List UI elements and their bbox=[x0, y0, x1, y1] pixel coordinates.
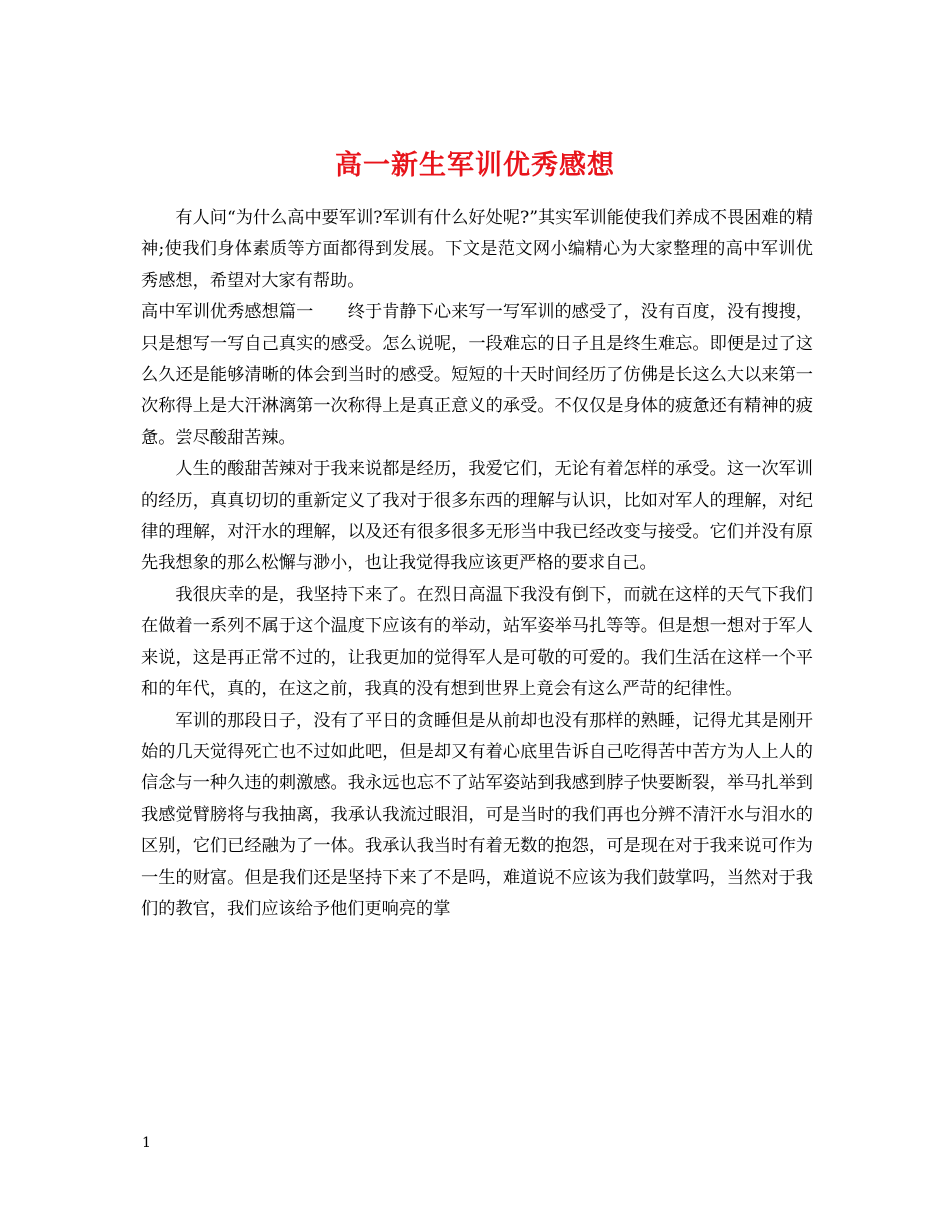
document-body bbox=[141, 203, 813, 925]
section-heading: 高中军训优秀感想篇一 bbox=[141, 302, 314, 323]
paragraph-three: 我很庆幸的是，我坚持下来了。在烈日高温下我没有倒下，而就在这样的天气下我们在做着一系列不属于这个温度下应该有的举动，站军姿举马扎等等。但是想一想对于军人来说，这是再正常不过的，让我更加的觉得军人是可敬的可爱的。我们生活在这样一个平和的年代，真的，在这之前，我真的没有想到世界上竟会有这么严苛的纪律性。 bbox=[141, 584, 813, 700]
section-one-paragraph bbox=[141, 297, 813, 454]
section-one-text: 终于肯静下心来写一写军训的感受了，没有百度，没有搜搜，只是想写一写自己真实的感受。怎么说呢，一段难忘的日子且是终生难忘。即便是过了这么久还是能够清晰的体会到当时的感受。短短的十天时间经历了仿佛是长这么大以来第一次称得上是大汗淋漓第一次称得上是真正意义的承受。不仅仅是身体的疲惫还有精神的疲惫。尝尽酸甜苦辣。 bbox=[141, 302, 813, 448]
document-title: 高一新生军训优秀感想 bbox=[335, 150, 615, 182]
paragraph-four: 军训的那段日子，没有了平日的贪睡但是从前却也没有那样的熟睡，记得尤其是刚开始的几天觉得死亡也不过如此吧，但是却又有着心底里告诉自己吃得苦中苦方为人上人的信念与一种久违的刺激感。我永远也忘不了站军姿站到我感到脖子快要断裂，举马扎举到我感觉臂膀将与我抽离，我承认我流过眼泪，可是当时的我们再也分辨不清汗水与泪水的区别，它们已经融为了一体。我承认我当时有着无数的抱怨，可是现在对于我来说可作为一生的财富。但是我们还是坚持下来了不是吗，难道说不应该为我们鼓掌吗，当然对于我们的教官，我们应该给予他们更响亮的掌 bbox=[141, 710, 813, 919]
page-number: 1 bbox=[142, 1135, 151, 1151]
paragraph-two: 人生的酸甜苦辣对于我来说都是经历，我爱它们，无论有着怎样的承受。这一次军训的经历，真真切切的重新定义了我对于很多东西的理解与认识，比如对军人的理解，对纪律的理解，对汗水的理解，以及还有很多很多无形当中我已经改变与接受。它们并没有原先我想象的那么松懈与渺小，也让我觉得我应该更严格的要求自己。 bbox=[141, 459, 813, 574]
intro-paragraph: 有人问“为什么高中要军训?军训有什么好处呢?”其实军训能使我们养成不畏困难的精神;使我们身体素质等方面都得到发展。下文是范文网小编精心为大家整理的高中军训优秀感想，希望对大家有帮助。 bbox=[141, 208, 813, 291]
